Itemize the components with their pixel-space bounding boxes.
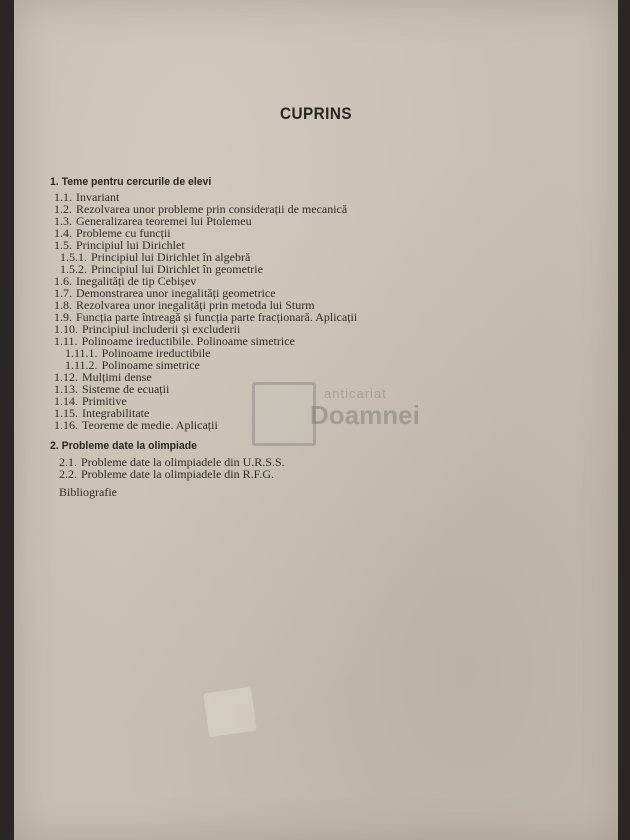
toc-entry-number: 1.5.: [54, 238, 72, 252]
toc-entry-text: Principiul lui Dirichlet în algebră: [91, 250, 251, 264]
toc-entry-text: Probleme date la olimpiadele din R.F.G.: [81, 467, 275, 481]
toc-entry-number: 1.7.: [54, 286, 72, 300]
bibliography-entry: Bibliografie: [59, 485, 117, 499]
toc-entry-number: 1.11.: [54, 334, 78, 348]
toc-entry-text: Polinoame ireductibile: [101, 346, 211, 360]
toc-entry-number: 1.3.: [54, 214, 72, 228]
toc-entry-number: 2.2.: [59, 467, 77, 481]
toc-entry-text: Demonstrarea unor inegalități geometrice: [76, 286, 276, 300]
toc-entry-number: 1.15.: [54, 406, 78, 420]
toc-entry-number: 1.13.: [54, 382, 78, 396]
toc-entry-number: 2.1.: [59, 455, 77, 469]
toc-entry-text: Invariant: [76, 190, 120, 204]
toc-entry-number: 1.9.: [54, 310, 72, 324]
toc-entry-number: 1.4.: [54, 226, 72, 240]
toc-entry-text: Principiul includerii și excluderii: [82, 322, 241, 336]
watermark: [252, 382, 452, 462]
toc-entry-text: Rezolvarea unor inegalități prin metoda lui Sturm: [76, 298, 315, 312]
toc-entry-number: 1.10.: [54, 322, 78, 336]
toc-entry-number: 1.11.2.: [65, 358, 98, 372]
toc-entry-number: 1.5.2.: [60, 262, 87, 276]
toc-entry-text: Rezolvarea unor probleme prin considerații de mecanică: [76, 202, 348, 216]
toc-entry-text: Principiul lui Dirichlet: [76, 238, 185, 252]
book-page: [14, 0, 618, 840]
toc-entry-text: Probleme date la olimpiadele din U.R.S.S.: [81, 455, 285, 469]
toc-entry: [59, 468, 274, 480]
toc-entry-text: Polinoame simetrice: [101, 358, 200, 372]
toc-entry-number: 1.12.: [54, 370, 78, 384]
watermark-logo-icon: [252, 382, 316, 446]
page-title: CUPRINS: [279, 104, 352, 123]
toc-entry-text: Primitive: [82, 394, 127, 408]
toc-entry-text: Inegalități de tip Cebișev: [76, 274, 197, 288]
toc-entry-text: Funcția parte întreagă și funcția parte fracționară. Aplicații: [76, 310, 358, 324]
toc-entry-number: 1.14.: [54, 394, 78, 408]
watermark-small-text: anticariat: [324, 386, 387, 401]
toc-entry-number: 1.5.1.: [60, 250, 87, 264]
toc-entry-number: 1.2.: [54, 202, 72, 216]
toc-entry-text: Integrabilitate: [82, 406, 150, 420]
toc-entry-text: Principiul lui Dirichlet în geometrie: [91, 262, 263, 276]
watermark-big-text: Doamnei: [310, 400, 420, 430]
paper-smudge: [203, 687, 257, 737]
toc-entry-text: Sisteme de ecuații: [82, 382, 170, 396]
toc-entry-text: Probleme cu funcții: [76, 226, 171, 240]
toc-entry-number: 1.8.: [54, 298, 72, 312]
toc-entry-number: 1.16.: [54, 418, 78, 432]
toc-entry-text: Polinoame ireductibile. Polinoame simetrice: [81, 334, 295, 348]
toc-entry-number: 1.6.: [54, 274, 72, 288]
toc-entry-text: Mulțimi dense: [82, 370, 152, 384]
toc-entry: [54, 419, 218, 431]
toc-entry-number: 1.11.1.: [65, 346, 98, 360]
section-heading: 2. Probleme date la olimpiade: [50, 440, 197, 452]
section-heading: 1. Teme pentru cercurile de elevi: [50, 176, 212, 188]
toc-entry-number: 1.1.: [54, 190, 72, 204]
toc-entry-text: Teoreme de medie. Aplicații: [82, 418, 218, 432]
toc-entry-text: Generalizarea teoremei lui Ptolemeu: [76, 214, 252, 228]
